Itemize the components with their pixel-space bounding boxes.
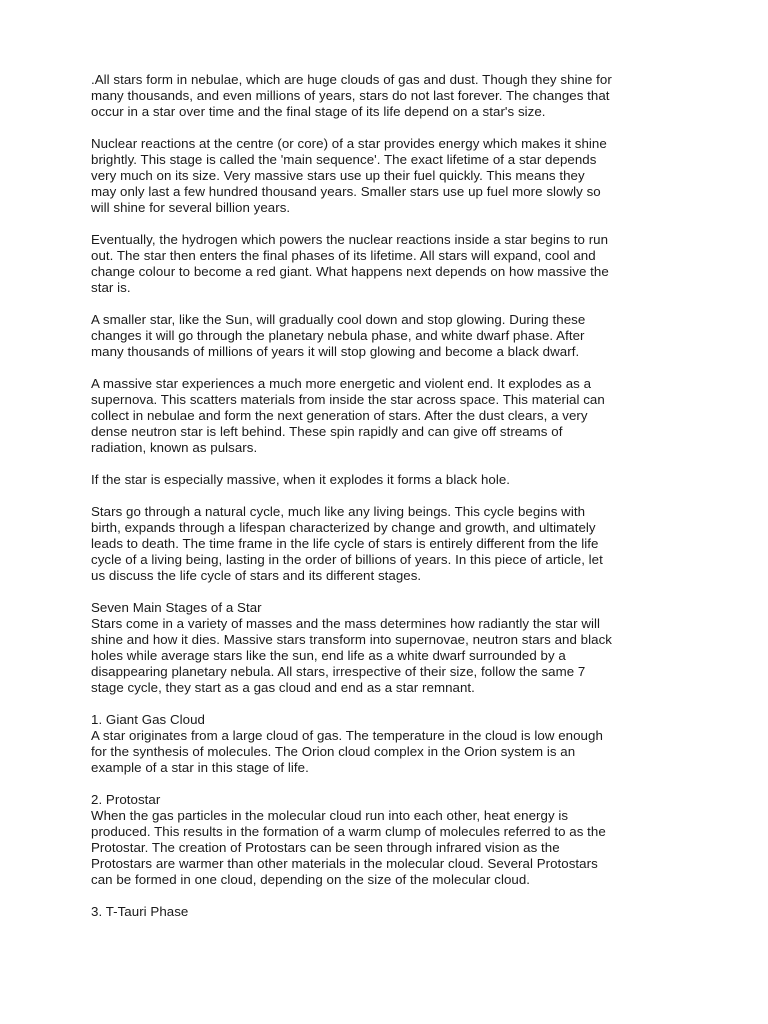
paragraph-black-hole <box>91 472 691 488</box>
paragraph-natural-cycle <box>91 504 691 584</box>
text-line: changes it will go through the planetary nebula phase, and white dwarf phase. After <box>91 328 585 343</box>
section-heading: Seven Main Stages of a Star <box>91 600 262 615</box>
section-heading: 2. Protostar <box>91 792 161 807</box>
text-line: brightly. This stage is called the 'main sequence'. The exact lifetime of a star depends <box>91 152 597 167</box>
text-line: leads to death. The time frame in the life cycle of stars is entirely different from the life <box>91 536 599 551</box>
paragraph-red-giant <box>91 232 691 296</box>
text-line: will shine for several billion years. <box>91 200 291 215</box>
text-line: If the star is especially massive, when it explodes it forms a black hole. <box>91 472 511 487</box>
text-line: Stars go through a natural cycle, much like any living beings. This cycle begins with <box>91 504 586 519</box>
section-t-tauri <box>91 904 691 920</box>
text-line: Protostar. The creation of Protostars can be seen through infrared vision as the <box>91 840 560 855</box>
text-line: many thousands, and even millions of years, stars do not last forever. The changes that <box>91 88 610 103</box>
text-line: produced. This results in the formation of a warm clump of molecules referred to as the <box>91 824 606 839</box>
text-line: example of a star in this stage of life. <box>91 760 309 775</box>
section-giant-gas-cloud <box>91 712 691 776</box>
text-line: .All stars form in nebulae, which are huge clouds of gas and dust. Though they shine for <box>91 72 612 87</box>
text-line: Stars come in a variety of masses and the mass determines how radiantly the star will <box>91 616 601 631</box>
text-line: A smaller star, like the Sun, will gradually cool down and stop glowing. During these <box>91 312 586 327</box>
text-line: may only last a few hundred thousand years. Smaller stars use up fuel more slowly so <box>91 184 601 199</box>
section-protostar <box>91 792 691 888</box>
text-line: change colour to become a red giant. What happens next depends on how massive the <box>91 264 609 279</box>
text-line: radiation, known as pulsars. <box>91 440 258 455</box>
text-line: holes while average stars like the sun, end life as a white dwarf surrounded by a <box>91 648 566 663</box>
text-line: Nuclear reactions at the centre (or core) of a star provides energy which makes it shine <box>91 136 607 151</box>
text-line: many thousands of millions of years it will stop glowing and become a black dwarf. <box>91 344 580 359</box>
text-line: supernova. This scatters materials from inside the star across space. This material can <box>91 392 605 407</box>
text-line: star is. <box>91 280 131 295</box>
text-line: can be formed in one cloud, depending on the size of the molecular cloud. <box>91 872 531 887</box>
paragraph-intro <box>91 72 691 120</box>
section-seven-stages <box>91 600 691 696</box>
text-line: cycle of a living being, lasting in the order of billions of years. In this piece of article, let <box>91 552 603 567</box>
paragraph-massive-star <box>91 376 691 456</box>
section-heading: 1. Giant Gas Cloud <box>91 712 205 727</box>
text-line: disappearing planetary nebula. All stars, irrespective of their size, follow the same 7 <box>91 664 586 679</box>
text-line: collect in nebulae and form the next generation of stars. After the dust clears, a very <box>91 408 588 423</box>
text-line: stage cycle, they start as a gas cloud and end as a star remnant. <box>91 680 475 695</box>
text-line: When the gas particles in the molecular cloud run into each other, heat energy is <box>91 808 569 823</box>
text-line: A massive star experiences a much more energetic and violent end. It explodes as a <box>91 376 592 391</box>
text-line: dense neutron star is left behind. These spin rapidly and can give off streams of <box>91 424 563 439</box>
text-line: Eventually, the hydrogen which powers the nuclear reactions inside a star begins to run <box>91 232 609 247</box>
text-line: birth, expands through a lifespan characterized by change and growth, and ultimately <box>91 520 596 535</box>
text-line: occur in a star over time and the final stage of its life depend on a star's size. <box>91 104 546 119</box>
text-line: shine and how it dies. Massive stars transform into supernovae, neutron stars and black <box>91 632 612 647</box>
text-line: out. The star then enters the final phases of its lifetime. All stars will expand, cool and <box>91 248 596 263</box>
text-line: A star originates from a large cloud of gas. The temperature in the cloud is low enough <box>91 728 603 743</box>
paragraph-smaller-star <box>91 312 691 360</box>
text-line: very much on its size. Very massive stars use up their fuel quickly. This means they <box>91 168 585 183</box>
text-line: for the synthesis of molecules. The Orion cloud complex in the Orion system is an <box>91 744 576 759</box>
paragraph-main-sequence <box>91 136 691 216</box>
text-line: us discuss the life cycle of stars and its different stages. <box>91 568 422 583</box>
section-heading: 3. T-Tauri Phase <box>91 904 189 919</box>
text-line: Protostars are warmer than other materials in the molecular cloud. Several Protostars <box>91 856 598 871</box>
document-page <box>91 72 691 936</box>
